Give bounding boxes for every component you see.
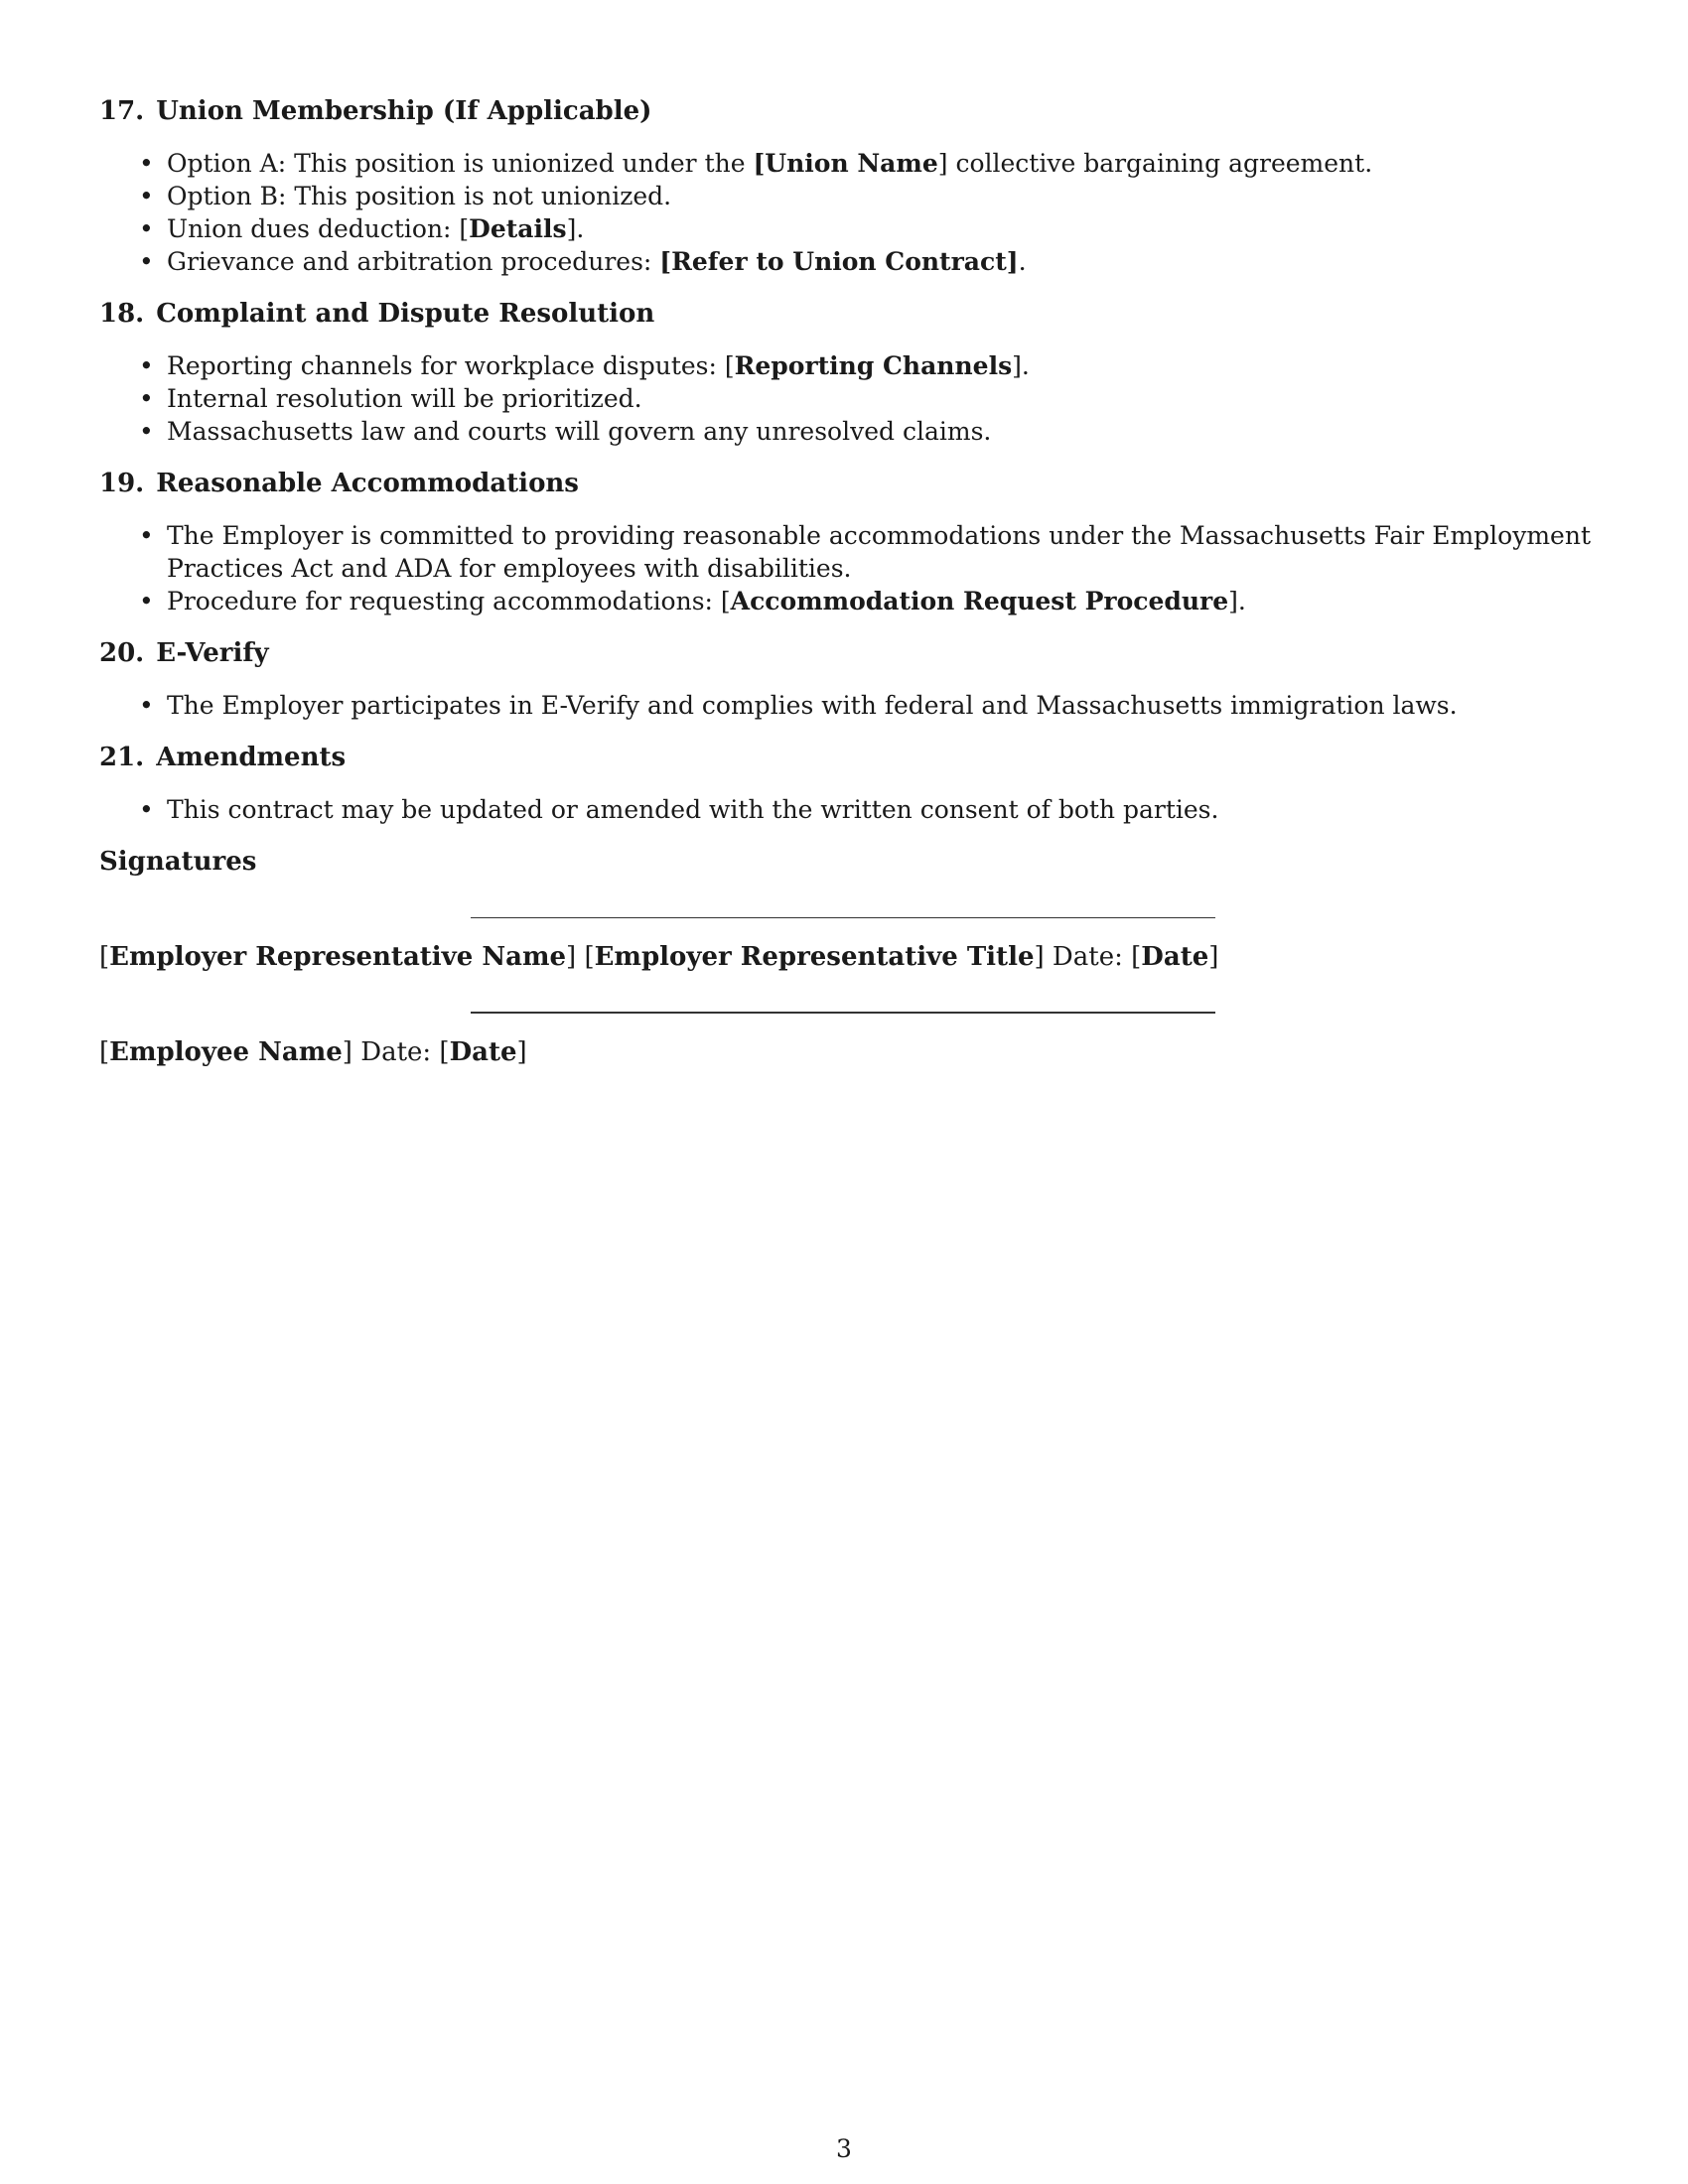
section-reasonable-accommodations <box>99 468 1599 617</box>
section-list <box>99 519 1599 617</box>
employee-name: Employee Name <box>109 1037 343 1067</box>
date-label: Date: <box>1052 942 1123 972</box>
list-item: • Reporting channels for workplace disputes: [Reporting Channels]. <box>99 349 1599 382</box>
list-item: • This contract may be updated or amended with the written consent of both parties. <box>99 793 1599 826</box>
signatures-heading: Signatures <box>99 847 257 877</box>
section-heading: 19. Reasonable Accommodations <box>99 469 579 498</box>
list-item: • Union dues deduction: [Details]. <box>99 212 1599 245</box>
section-heading: 20. E-Verify <box>99 638 269 668</box>
document-page <box>99 95 1599 1069</box>
section-union-membership <box>99 95 1599 278</box>
employer-signature-line <box>471 917 1215 918</box>
list-item: • Option B: This position is not unionized. <box>99 180 1599 212</box>
employer-signature-block: [Employer Representative Name] [Employer Representative Title] Date: [Date] <box>99 942 1219 972</box>
list-item: • The Employer is committed to providing reasonable accommodations under the Massachusetts Fair Employment Practices Act and ADA for employees with disabilities. <box>99 519 1599 585</box>
section-list <box>99 147 1599 278</box>
employer-rep-title: Employer Representative Title <box>594 942 1035 972</box>
list-item: • Option A: This position is unionized under the [Union Name] collective bargaining agreement. <box>99 147 1599 180</box>
page-number: 3 <box>836 2134 852 2163</box>
section-list <box>99 349 1599 448</box>
section-e-verify <box>99 637 1599 722</box>
section-list <box>99 793 1599 826</box>
section-list <box>99 689 1599 722</box>
date-label: Date: <box>360 1037 432 1067</box>
section-heading: 17. Union Membership (If Applicable) <box>99 96 652 126</box>
employer-rep-name: Employer Representative Name <box>109 942 567 972</box>
section-complaint-dispute-resolution <box>99 298 1599 448</box>
employee-date: Date <box>449 1037 517 1067</box>
list-item: • Grievance and arbitration procedures: [Refer to Union Contract]. <box>99 245 1599 278</box>
list-item: • Massachusetts law and courts will govern any unresolved claims. <box>99 415 1599 448</box>
list-item: • Internal resolution will be prioritized. <box>99 382 1599 415</box>
employer-date: Date <box>1141 942 1209 972</box>
signatures-section <box>99 846 1599 1069</box>
section-amendments <box>99 742 1599 826</box>
section-heading: 18. Complaint and Dispute Resolution <box>99 299 655 329</box>
section-heading: 21. Amendments <box>99 743 347 772</box>
employee-signature-line <box>471 1012 1215 1014</box>
list-item: • Procedure for requesting accommodations: [Accommodation Request Procedure]. <box>99 585 1599 617</box>
employee-signature-block: [Employee Name] Date: [Date] <box>99 1037 527 1067</box>
list-item: • The Employer participates in E-Verify and complies with federal and Massachusetts immigration laws. <box>99 689 1599 722</box>
